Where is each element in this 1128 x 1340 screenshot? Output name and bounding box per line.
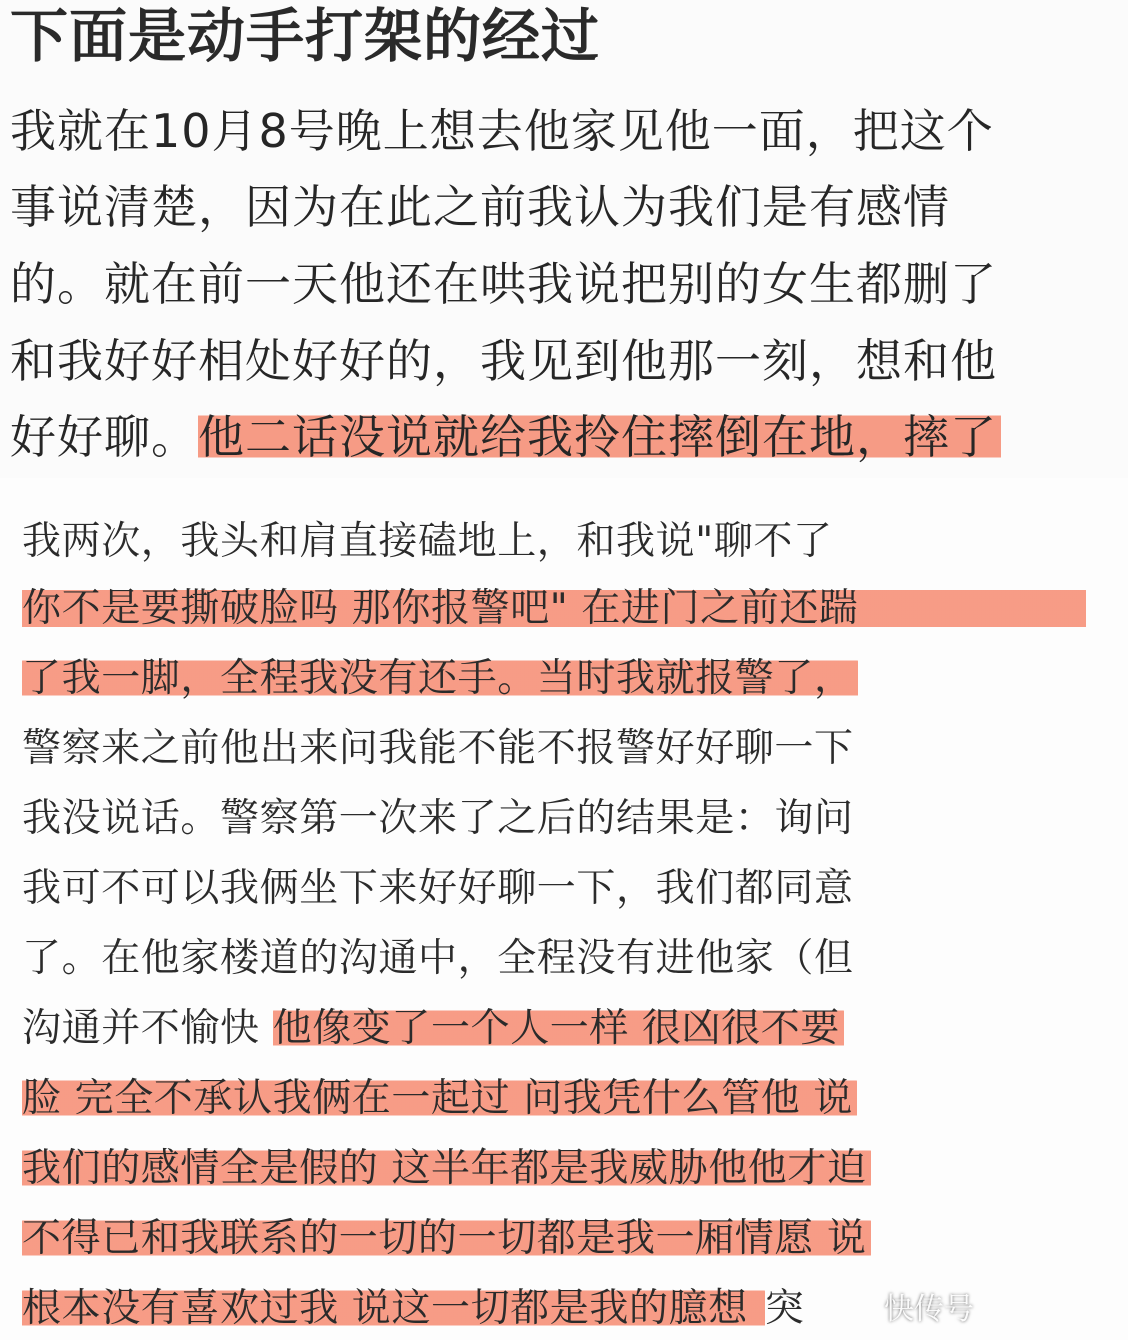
upper-line-3: 的。就在前一天他还在哄我说把别的女生都删了 [10,257,997,311]
lower-line-12 [22,1285,804,1333]
page-title: 下面是动手打架的经过 [10,2,601,70]
upper-line-5 [10,410,1001,464]
highlighted-text: 你不是要撕破脸吗 那你报警吧" 在进门之前还踹 [22,585,1086,633]
watermark: 快传号 [884,1292,974,1327]
highlighted-text: 了我一脚，全程我没有还手。当时我就报警了， [22,656,858,701]
highlighted-text: 我们的感情全是假的 这半年都是我威胁他他才迫 [22,1146,871,1191]
highlighted-text: 不得已和我联系的一切的一切都是我一厢情愿 说 [22,1216,871,1261]
lower-line-3 [22,655,858,703]
lower-line-8-plain: 沟通并不愉快 [22,1006,273,1051]
upper-text-block [0,0,1128,478]
lower-line-10 [22,1145,871,1193]
lower-line-4: 警察来之前他出来问我能不能不报警好好聊一下 [22,726,854,771]
highlighted-text: 根本没有喜欢过我 说这一切都是我的臆想 [22,1286,765,1331]
upper-line-4: 和我好好相处好好的，我见到他那一刻，想和他 [10,334,997,388]
highlighted-text: 脸 完全不承认我俩在一起过 问我凭什么管他 说 [22,1076,857,1121]
lower-line-2 [22,585,1086,633]
upper-line-5-plain: 好好聊。 [10,410,198,464]
lower-line-7: 了。在他家楼道的沟通中，全程没有进他家（但 [22,936,854,981]
upper-line-1: 我就在10月8号晚上想去他家见他一面，把这个 [10,104,994,158]
lower-line-1: 我两次，我头和肩直接磕地上，和我说"聊不了 [22,519,833,564]
highlighted-text: 他二话没说就给我拎住摔倒在地，摔了 [198,410,1001,464]
lower-line-9 [22,1075,857,1123]
highlighted-text: 他像变了一个人一样 很凶很不要 [273,1006,844,1051]
lower-line-8 [22,1005,844,1053]
lower-line-11 [22,1215,871,1263]
lower-line-5: 我没说话。警察第一次来了之后的结果是：询问 [22,796,854,841]
lower-line-12-tail: 突 [764,1286,805,1331]
upper-line-2: 事说清楚，因为在此之前我认为我们是有感情 [10,180,950,234]
lower-line-6: 我可不可以我俩坐下来好好聊一下，我们都同意 [22,866,854,911]
